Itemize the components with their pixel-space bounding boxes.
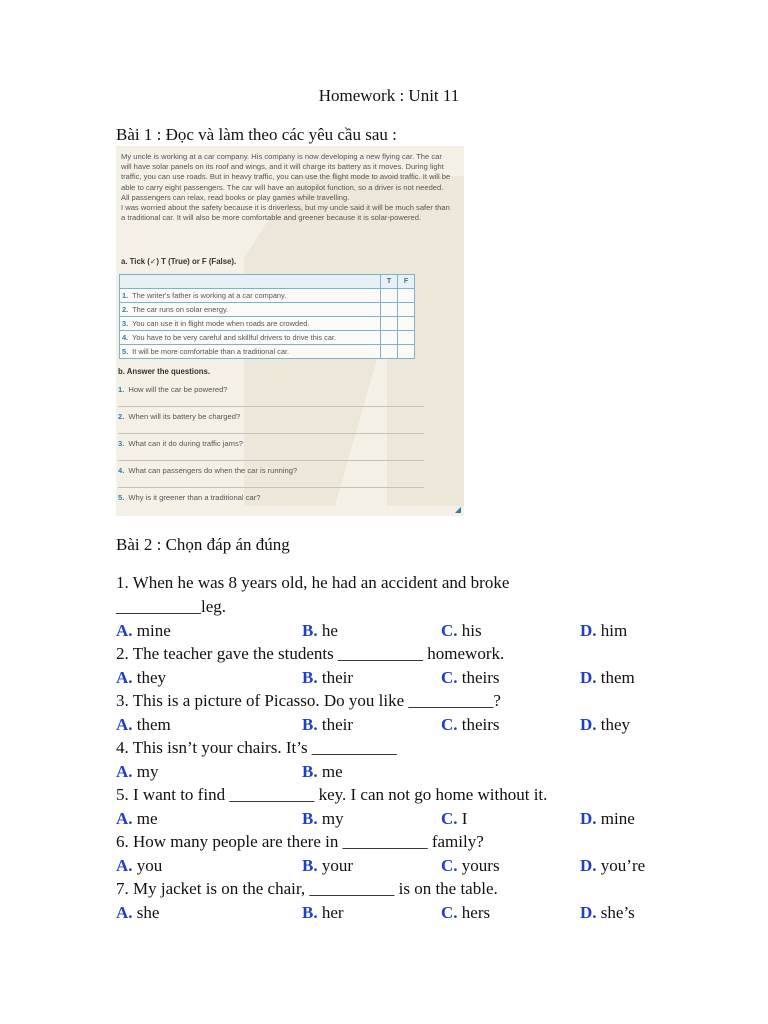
q2-option-d[interactable]: D. them <box>580 668 635 687</box>
answer-line[interactable] <box>118 433 424 434</box>
q2-option-c[interactable]: C. theirs <box>441 668 500 687</box>
question-7-text: 7. My jacket is on the chair, __________ is on the table. <box>116 879 498 898</box>
q3-option-a[interactable]: A. them <box>116 715 171 734</box>
q6-option-c[interactable]: C. yours <box>441 856 500 875</box>
tick-box-false[interactable] <box>398 331 415 345</box>
q3-option-b[interactable]: B. their <box>302 715 353 734</box>
answer-line[interactable] <box>118 487 424 488</box>
answer-instruction: b. Answer the questions. <box>118 367 210 376</box>
table-row <box>120 317 415 331</box>
q7-option-b[interactable]: B. her <box>302 903 344 922</box>
q5-option-d[interactable]: D. mine <box>580 809 635 828</box>
question-4-text: 4. This isn’t your chairs. It’s __________ <box>116 738 397 757</box>
question-1: 1. How will the car be powered? <box>118 385 228 394</box>
tick-box-true[interactable] <box>381 289 398 303</box>
true-false-table <box>119 274 415 359</box>
q6-option-d[interactable]: D. you’re <box>580 856 646 875</box>
answer-line[interactable] <box>118 460 424 461</box>
q7-option-a[interactable]: A. she <box>116 903 160 922</box>
question-2: 2. When will its battery be charged? <box>118 412 241 421</box>
answer-line[interactable] <box>118 406 424 407</box>
q3-option-d[interactable]: D. they <box>580 715 631 734</box>
tick-box-false[interactable] <box>398 303 415 317</box>
statement-cell: 2. The car runs on solar energy. <box>120 303 381 317</box>
table-row <box>120 345 415 359</box>
textbook-image <box>116 146 464 516</box>
q7-option-c[interactable]: C. hers <box>441 903 491 922</box>
exercise-2-heading: Bài 2 : Chọn đáp án đúng <box>116 535 290 554</box>
passage-paragraph: My uncle is working at a car company. His company is now developing a new flying car. The car will have solar panels on its roof and wings, and it will charge its battery as it moves. During light traffic, you can use roads. But in heavy traffic, you can use the flight mode to avoid traffic. It will be able to carry eight passengers. The car will have an autopilot function, so a driver is not needed. All passengers can relax, read books or play games while travelling. <box>121 152 451 202</box>
reading-passage <box>121 152 453 223</box>
q6-option-b[interactable]: B. your <box>302 856 354 875</box>
question-6-text: 6. How many people are there in __________ family? <box>116 832 484 851</box>
q5-option-a[interactable]: A. me <box>116 809 158 828</box>
exercise-1-heading: Bài 1 : Đọc và làm theo các yêu cầu sau : <box>116 125 397 144</box>
question-1-blank: __________leg. <box>116 597 227 616</box>
q5-option-b[interactable]: B. my <box>302 809 344 828</box>
q5-option-c[interactable]: C. I <box>441 809 468 828</box>
tick-box-false[interactable] <box>398 317 415 331</box>
statement-cell: 3. You can use it in flight mode when roads are crowded. <box>120 317 381 331</box>
question-5: 5. Why is it greener than a traditional car? <box>118 493 261 502</box>
tick-box-true[interactable] <box>381 331 398 345</box>
q1-option-a[interactable]: A. mine <box>116 621 171 640</box>
tick-box-false[interactable] <box>398 345 415 359</box>
table-row <box>120 303 415 317</box>
question-3: 3. What can it do during traffic jams? <box>118 439 244 448</box>
statement-cell: 5. It will be more comfortable than a traditional car. <box>120 345 381 359</box>
question-1-text: 1. When he was 8 years old, he had an accident and broke <box>116 573 510 592</box>
q4-option-b[interactable]: B. me <box>302 762 343 781</box>
question-2-text: 2. The teacher gave the students __________ homework. <box>116 644 505 663</box>
table-row <box>120 289 415 303</box>
q1-option-d[interactable]: D. him <box>580 621 628 640</box>
q1-option-b[interactable]: B. he <box>302 621 338 640</box>
corner-mark-icon: ◢ <box>454 505 461 514</box>
q3-option-c[interactable]: C. theirs <box>441 715 500 734</box>
tick-instruction: a. Tick (✓) T (True) or F (False). <box>121 257 237 266</box>
q2-option-a[interactable]: A. they <box>116 668 167 687</box>
question-4: 4. What can passengers do when the car is running? <box>118 466 298 475</box>
question-3-text: 3. This is a picture of Picasso. Do you like __________? <box>116 691 501 710</box>
tick-box-false[interactable] <box>398 289 415 303</box>
question-5-text: 5. I want to find __________ key. I can not go home without it. <box>116 785 548 804</box>
column-false: F <box>398 275 415 289</box>
column-true: T <box>381 275 398 289</box>
statement-cell: 4. You have to be very careful and skillful drivers to drive this car. <box>120 331 381 345</box>
table-header-row <box>120 275 415 289</box>
table-header-blank <box>120 275 381 289</box>
tick-box-true[interactable] <box>381 303 398 317</box>
statement-cell: 1. The writer's father is working at a car company. <box>120 289 381 303</box>
table-row <box>120 331 415 345</box>
q7-option-d[interactable]: D. she’s <box>580 903 635 922</box>
q1-option-c[interactable]: C. his <box>441 621 482 640</box>
tick-box-true[interactable] <box>381 317 398 331</box>
page-title: Homework : Unit 11 <box>318 86 460 105</box>
q4-option-a[interactable]: A. my <box>116 762 159 781</box>
tick-box-true[interactable] <box>381 345 398 359</box>
q6-option-a[interactable]: A. you <box>116 856 163 875</box>
q2-option-b[interactable]: B. their <box>302 668 353 687</box>
passage-paragraph: I was worried about the safety because it is driverless, but my uncle said it will be much safer than a traditional car. It will also be more comfortable and greener because it is solar-powered. <box>121 203 450 223</box>
